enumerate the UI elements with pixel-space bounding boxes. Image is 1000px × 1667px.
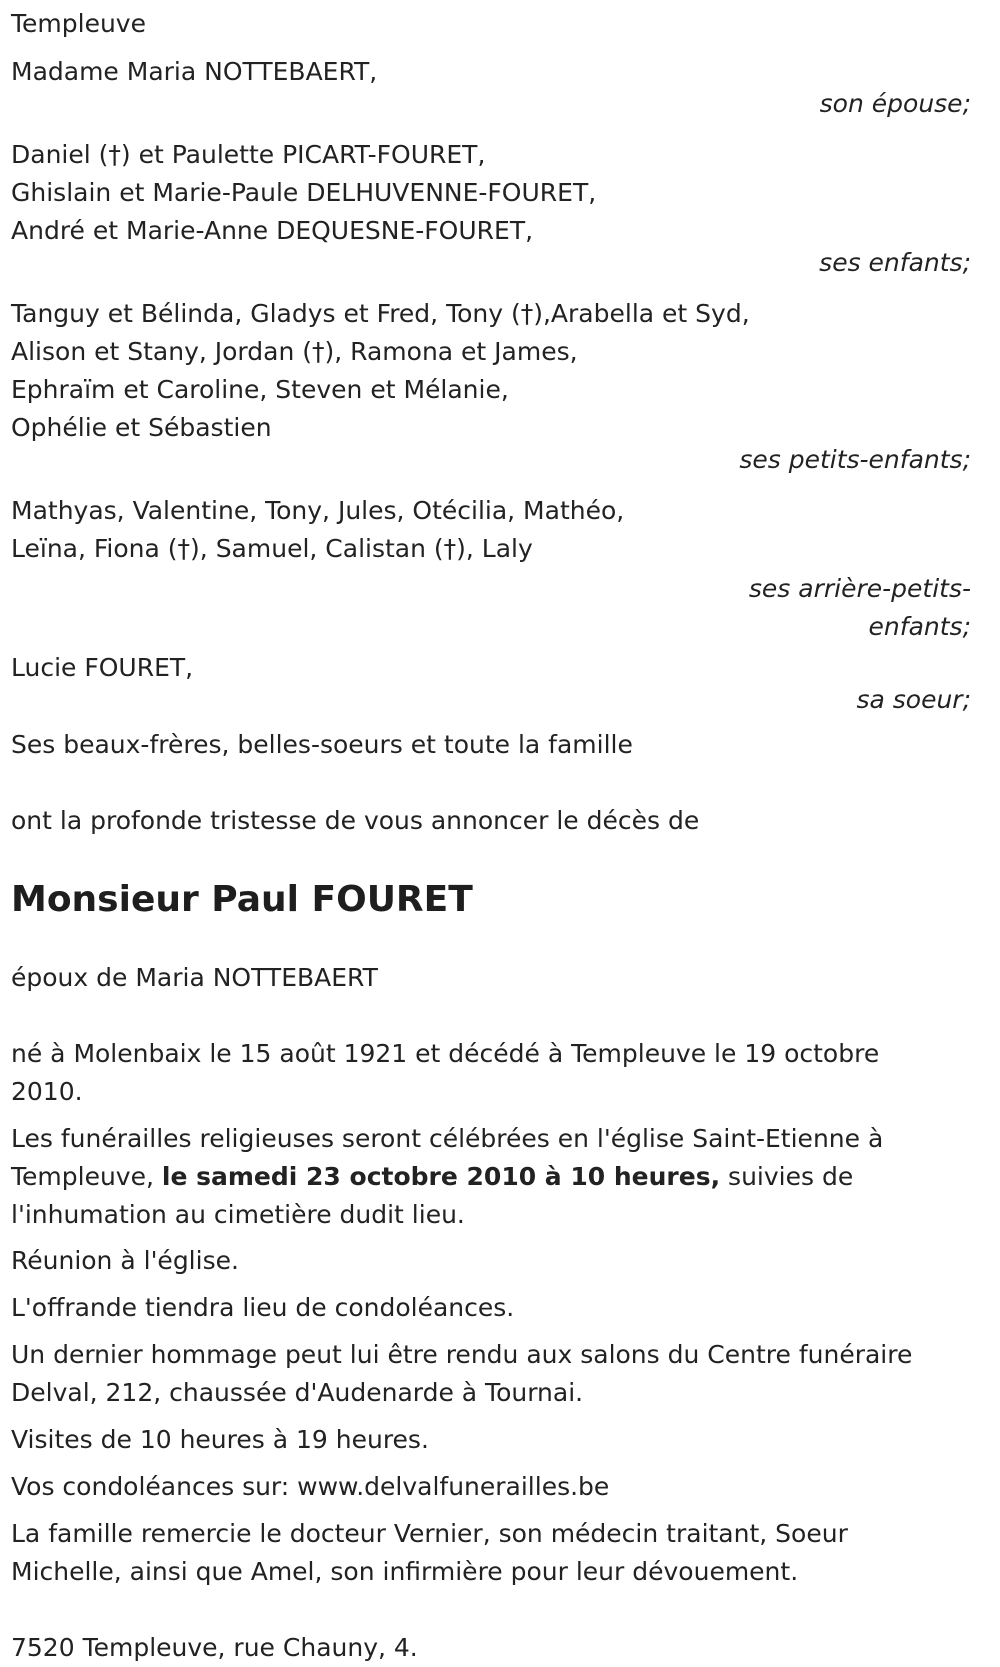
family-role: sa soeur; (856, 685, 971, 714)
family-name-line: Ephraïm et Caroline, Steven et Mélanie, (11, 375, 509, 404)
family-group-grandchildren (11, 295, 971, 479)
family-name-line: Mathyas, Valentine, Tony, Jules, Otécilia, Mathéo, (11, 496, 625, 525)
address-line: 7520 Templeuve, rue Chauny, 4. (11, 1633, 418, 1662)
birth-death-line: né à Molenbaix le 15 août 1921 et décédé à Templeuve le 19 octobre 2010. (11, 1039, 880, 1106)
family-name-line: Lucie FOURET, (11, 653, 194, 682)
condolences-line: Vos condoléances sur: www.delvalfunerailles.be (11, 1472, 610, 1501)
funeral-text-before: Les funérailles religieuses seront célébrées en l'église Saint-Etienne à Templeuve, (11, 1124, 884, 1191)
announcement-line: ont la profonde tristesse de vous annoncer le décès de (11, 806, 700, 835)
place-heading: Templeuve (11, 9, 146, 38)
visits-line: Visites de 10 heures à 19 heures. (11, 1425, 429, 1454)
family-group-sister (11, 649, 971, 719)
tribute-paragraph: Un dernier hommage peut lui être rendu aux salons du Centre funéraire Delval, 212, chaussée d'Audenarde à Tournai. (11, 1340, 913, 1407)
funeral-date: le samedi 23 octobre 2010 à 10 heures, (161, 1162, 721, 1191)
family-name-line: Tanguy et Bélinda, Gladys et Fred, Tony (†),Arabella et Syd, (11, 299, 750, 328)
family-name-line: Daniel (†) et Paulette PICART-FOURET, (11, 140, 486, 169)
family-name-line: Madame Maria NOTTEBAERT, (11, 57, 378, 86)
offering-line: L'offrande tiendra lieu de condoléances. (11, 1293, 515, 1322)
family-role: ses petits-enfants; (739, 445, 971, 474)
funeral-text-after: suivies de l'inhumation au cimetière dudit lieu. (11, 1162, 854, 1229)
thanks-paragraph: La famille remercie le docteur Vernier, son médecin traitant, Soeur Michelle, ainsi que Amel, son infirmière pour leur dévouement. (11, 1519, 848, 1586)
family-name-line: Ophélie et Sébastien (11, 413, 272, 442)
deceased-name: Monsieur Paul FOURET (11, 879, 473, 920)
family-name-line: André et Marie-Anne DEQUESNE-FOURET, (11, 216, 534, 245)
family-name-line: Ghislain et Marie-Paule DELHUVENNE-FOURET, (11, 178, 597, 207)
family-role: enfants; (868, 612, 971, 641)
family-group-children (11, 136, 971, 282)
family-role: ses arrière-petits- (748, 574, 971, 603)
family-name-line: Leïna, Fiona (†), Samuel, Calistan (†), Laly (11, 534, 533, 563)
family-role: ses enfants; (819, 248, 971, 277)
meeting-line: Réunion à l'église. (11, 1246, 239, 1275)
family-group-spouse (11, 53, 971, 123)
family-group-great-grandchildren (11, 492, 971, 646)
funeral-paragraph (11, 1120, 911, 1234)
family-name-line: Alison et Stany, Jordan (†), Ramona et James, (11, 337, 578, 366)
family-role: son épouse; (819, 89, 971, 118)
extended-family-line: Ses beaux-frères, belles-soeurs et toute la famille (11, 730, 633, 759)
spouse-line: époux de Maria NOTTEBAERT (11, 963, 378, 992)
